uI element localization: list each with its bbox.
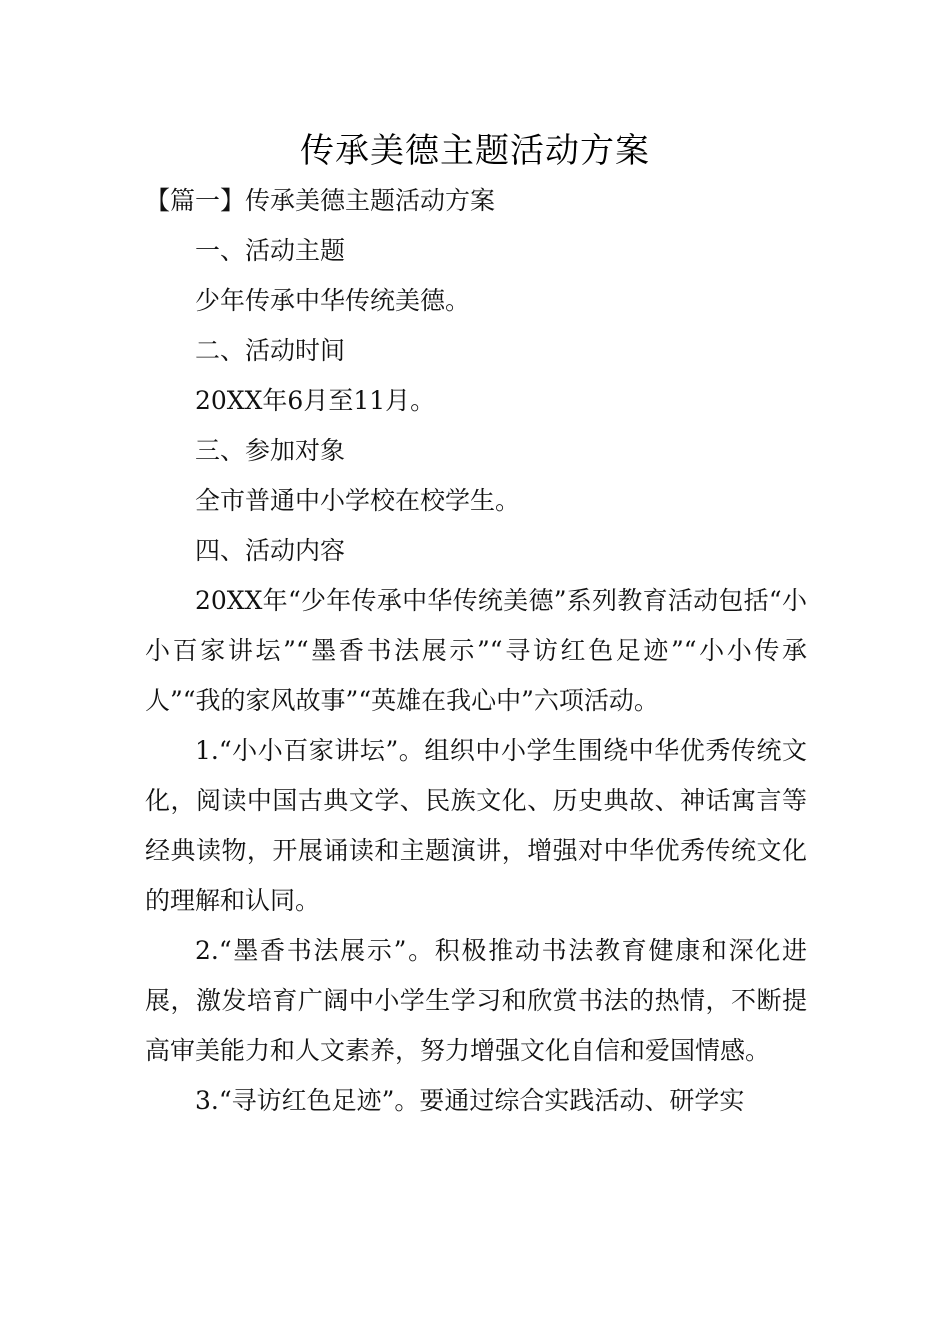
heading-participants: 三、参加对象 (195, 436, 346, 465)
document-body (145, 176, 807, 1126)
text-participants: 全市普通中小学校在校学生。 (195, 486, 521, 515)
paragraph-item-3: 3.“寻访红色足迹”。要通过综合实践活动、研学实 (195, 1086, 745, 1115)
section-heading: 【篇一】传承美德主题活动方案 (145, 186, 496, 215)
text-activity-time: 20XX年6月至11月。 (195, 386, 436, 415)
heading-activity-theme: 一、活动主题 (195, 236, 346, 265)
paragraph-item-2: 2.“墨香书法展示”。积极推动书法教育健康和深化进展，激发培育广阔中小学生学习和欣赏书法的热情，不断提高审美能力和人文素养，努力增强文化自信和爱国情感。 (145, 936, 807, 1065)
document-title: 传承美德主题活动方案 (300, 131, 650, 171)
heading-activity-time: 二、活动时间 (195, 336, 346, 365)
heading-activity-content: 四、活动内容 (195, 536, 346, 565)
paragraph-overview: 20XX年“少年传承中华传统美德”系列教育活动包括“小小百家讲坛”“墨香书法展示”“寻访红色足迹”“小小传承人”“我的家风故事”“英雄在我心中”六项活动。 (145, 586, 807, 715)
paragraph-item-1: 1.“小小百家讲坛”。组织中小学生围绕中华优秀传统文化，阅读中国古典文学、民族文化、历史典故、神话寓言等经典读物，开展诵读和主题演讲，增强对中华优秀传统文化的理解和认同。 (145, 736, 807, 915)
text-activity-theme: 少年传承中华传统美德。 (195, 286, 471, 315)
